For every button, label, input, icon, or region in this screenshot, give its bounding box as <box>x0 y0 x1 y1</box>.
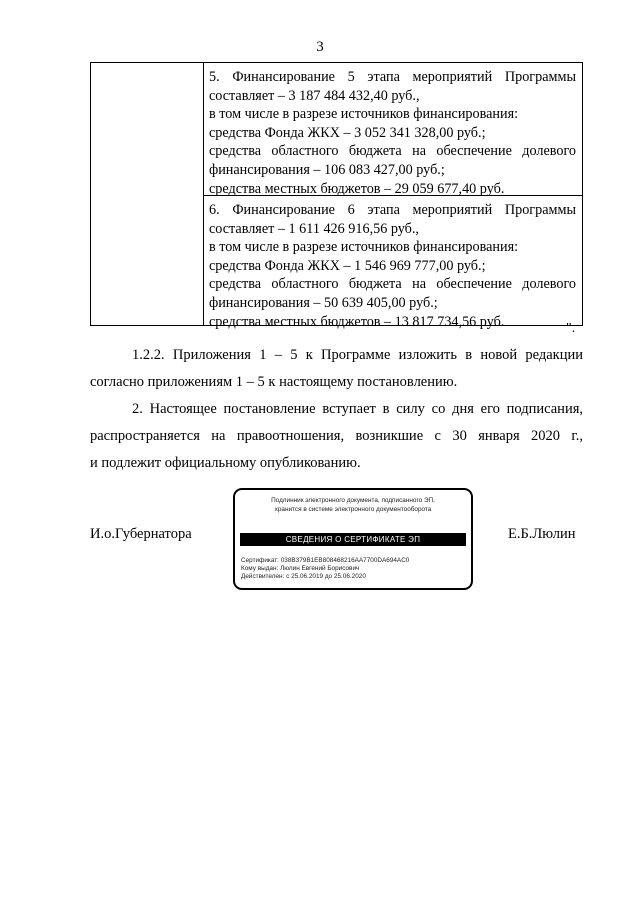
text-line: финансирования – 106 083 427,00 руб.; <box>209 161 445 178</box>
text-line: финансирования – 50 639 405,00 руб.; <box>209 294 438 311</box>
page-number: 3 <box>316 39 324 55</box>
text-line: 6. Финансирование 6 этапа мероприятий Программы <box>209 202 576 218</box>
text-line: средства местных бюджетов – 13 817 734,56 руб. <box>209 313 505 330</box>
stamp-header-line: хранится в системе электронного документооборота <box>274 505 432 513</box>
text-line: средства областного бюджета на обеспечение долевого <box>209 143 576 160</box>
text-line: в том числе в разрезе источников финансирования: <box>209 106 519 123</box>
table-cell-stage-6 <box>209 201 576 331</box>
closing-quote: ". <box>566 321 576 336</box>
text-line: средства местных бюджетов – 29 059 677,40 руб. <box>209 180 505 197</box>
text-line: в том числе в разрезе источников финансирования: <box>209 239 519 256</box>
text-line: 5. Финансирование 5 этапа мероприятий Программы <box>209 69 576 85</box>
table-cell-stage-5 <box>209 68 576 198</box>
text-line: распространяется на правоотношения, возникшие с 30 января 2020 г., <box>90 428 583 444</box>
paragraph-effective-date <box>90 396 583 477</box>
certificate-owner: Кому выдан: Люлин Евгений Борисович <box>241 565 360 573</box>
financing-table <box>90 62 583 330</box>
signatory-title: И.о.Губернатора <box>90 526 192 542</box>
text-line: согласно приложениям 1 – 5 к настоящему постановлению. <box>90 374 458 390</box>
paragraph-appendices <box>90 342 583 396</box>
text-line: 1.2.2. Приложения 1 – 5 к Программе изложить в новой редакции <box>132 347 583 363</box>
stamp-header <box>235 497 471 514</box>
text-line: средства областного бюджета на обеспечение долевого <box>209 276 576 293</box>
certificate-validity: Действителен: с 25.06.2019 до 25.06.2020 <box>241 573 366 581</box>
text-line: 2. Настоящее постановление вступает в силу со дня его подписания, <box>132 401 583 417</box>
text-line: составляет – 3 187 484 432,40 руб., <box>209 87 420 104</box>
stamp-header-line: Подлинник электронного документа, подписанного ЭП, <box>271 497 435 504</box>
e-signature-stamp <box>233 488 473 590</box>
certificate-number: Сертификат: 038B379B1EB808468216AA7700DA694AC0 <box>241 557 410 564</box>
stamp-certificate-bar: СВЕДЕНИЯ О СЕРТИФИКАТЕ ЭП <box>240 533 466 546</box>
signatory-name: Е.Б.Люлин <box>508 526 576 542</box>
table-column-divider <box>203 63 204 325</box>
text-line: средства Фонда ЖКХ – 3 052 341 328,00 руб.; <box>209 124 486 141</box>
stamp-certificate-info <box>241 557 465 582</box>
text-line: и подлежит официальному опубликованию. <box>90 455 361 471</box>
text-line: составляет – 1 611 426 916,56 руб., <box>209 220 419 237</box>
text-line: средства Фонда ЖКХ – 1 546 969 777,00 руб.; <box>209 257 486 274</box>
